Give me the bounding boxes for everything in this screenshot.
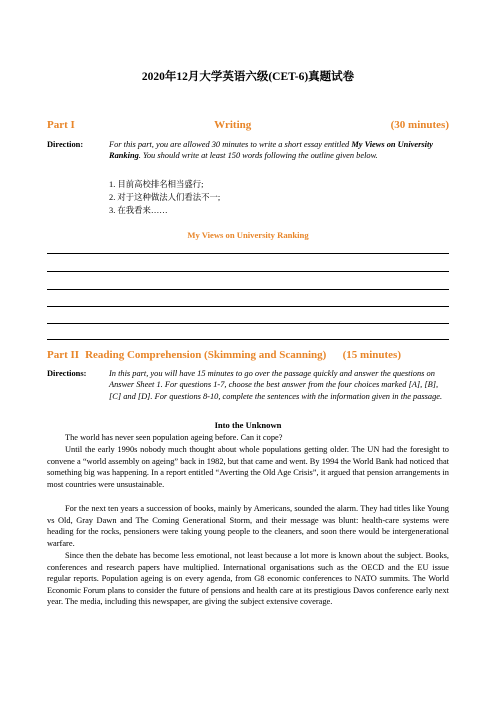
part1-direction-title: My Views on University Ranking (109, 140, 433, 161)
answer-line (47, 289, 449, 290)
passage-paragraph: Since then the debate has become less emotional, not least because a lot more is known about the subject. Books, conferences and research papers have multiplied. International organisations such as the OECD and the EU issue regular reports. Population ageing is on every agenda, from G8 economic conferences to NATO summits. The World Economic Forum plans to consider the future of pensions and health care at its prestigious Davos conference early next year. The media, including this newspaper, are giving the subject extensive coverage. (47, 551, 449, 606)
part1-direction-text-2: . You should write at least 150 words following the outline given below. (138, 151, 378, 161)
essay-title: My Views on University Ranking (187, 230, 309, 240)
passage-paragraph: The world has never seen population ageing before. Can it cope? (65, 433, 283, 442)
passage-paragraph: Until the early 1990s nobody much thought about whole populations getting older. The UN had the foresight to convene a “world assembly on ageing” back in 1982, but that came and went. By 1994 the World Bank had noticed that something big was happening. In a report entitled “Averting the Old Age Crisis”, it argued that pension arrangements in most countries were unsustainable. (47, 445, 449, 489)
answer-line (47, 306, 449, 307)
part2-directions (47, 368, 449, 402)
exam-title: 2020年12月大学英语六级(CET-6)真题试卷 (141, 71, 355, 83)
part1-header (47, 119, 449, 131)
part1-outline (109, 178, 220, 217)
part1-direction-label: Direction: (47, 140, 84, 149)
part1-time: (30 minutes) (390, 119, 449, 131)
answer-line (47, 271, 449, 272)
part1-directions (47, 139, 449, 162)
answer-line (47, 323, 449, 324)
part2-label: Part II (47, 349, 80, 361)
passage-paragraph: For the next ten years a succession of books, mainly by Americans, sounded the alarm. They had titles like Young vs Old, Gray Dawn and The Coming Generational Storm, and their message was blunt: health-care systems were heading for the rocks, pensioners were taking young people to the cleaners, and soon there would be intergenerational warfare. (47, 504, 449, 548)
passage-title: Into the Unknown (214, 420, 282, 430)
part1-direction-text-1: For this part, you are allowed 30 minutes to write a short essay entitled (109, 140, 350, 149)
part1-label: Part I (47, 119, 75, 131)
part2-time: (15 minutes) (342, 349, 401, 361)
answer-line (47, 339, 449, 340)
answer-line (47, 253, 449, 254)
part2-section: Reading Comprehension (Skimming and Scanning) (85, 349, 327, 361)
part2-header (47, 349, 449, 361)
part2-direction-label: Directions: (47, 369, 87, 378)
part1-section: Writing (214, 119, 252, 131)
outline-item: 2. 对于这种做法人们看法不一; (109, 193, 221, 202)
outline-item: 3. 在我看来…… (109, 206, 168, 215)
outline-item: 1. 目前高校排名相当盛行; (109, 180, 204, 189)
part2-direction-text: In this part, you will have 15 minutes to go over the passage quickly and answer the questions on Answer Sheet 1. For questions 1-7, choose the best answer from the four choices marked [A], [B], [C] and [D]. For questions 8-10, complete the sentences with the information given in the passage. (109, 369, 443, 401)
